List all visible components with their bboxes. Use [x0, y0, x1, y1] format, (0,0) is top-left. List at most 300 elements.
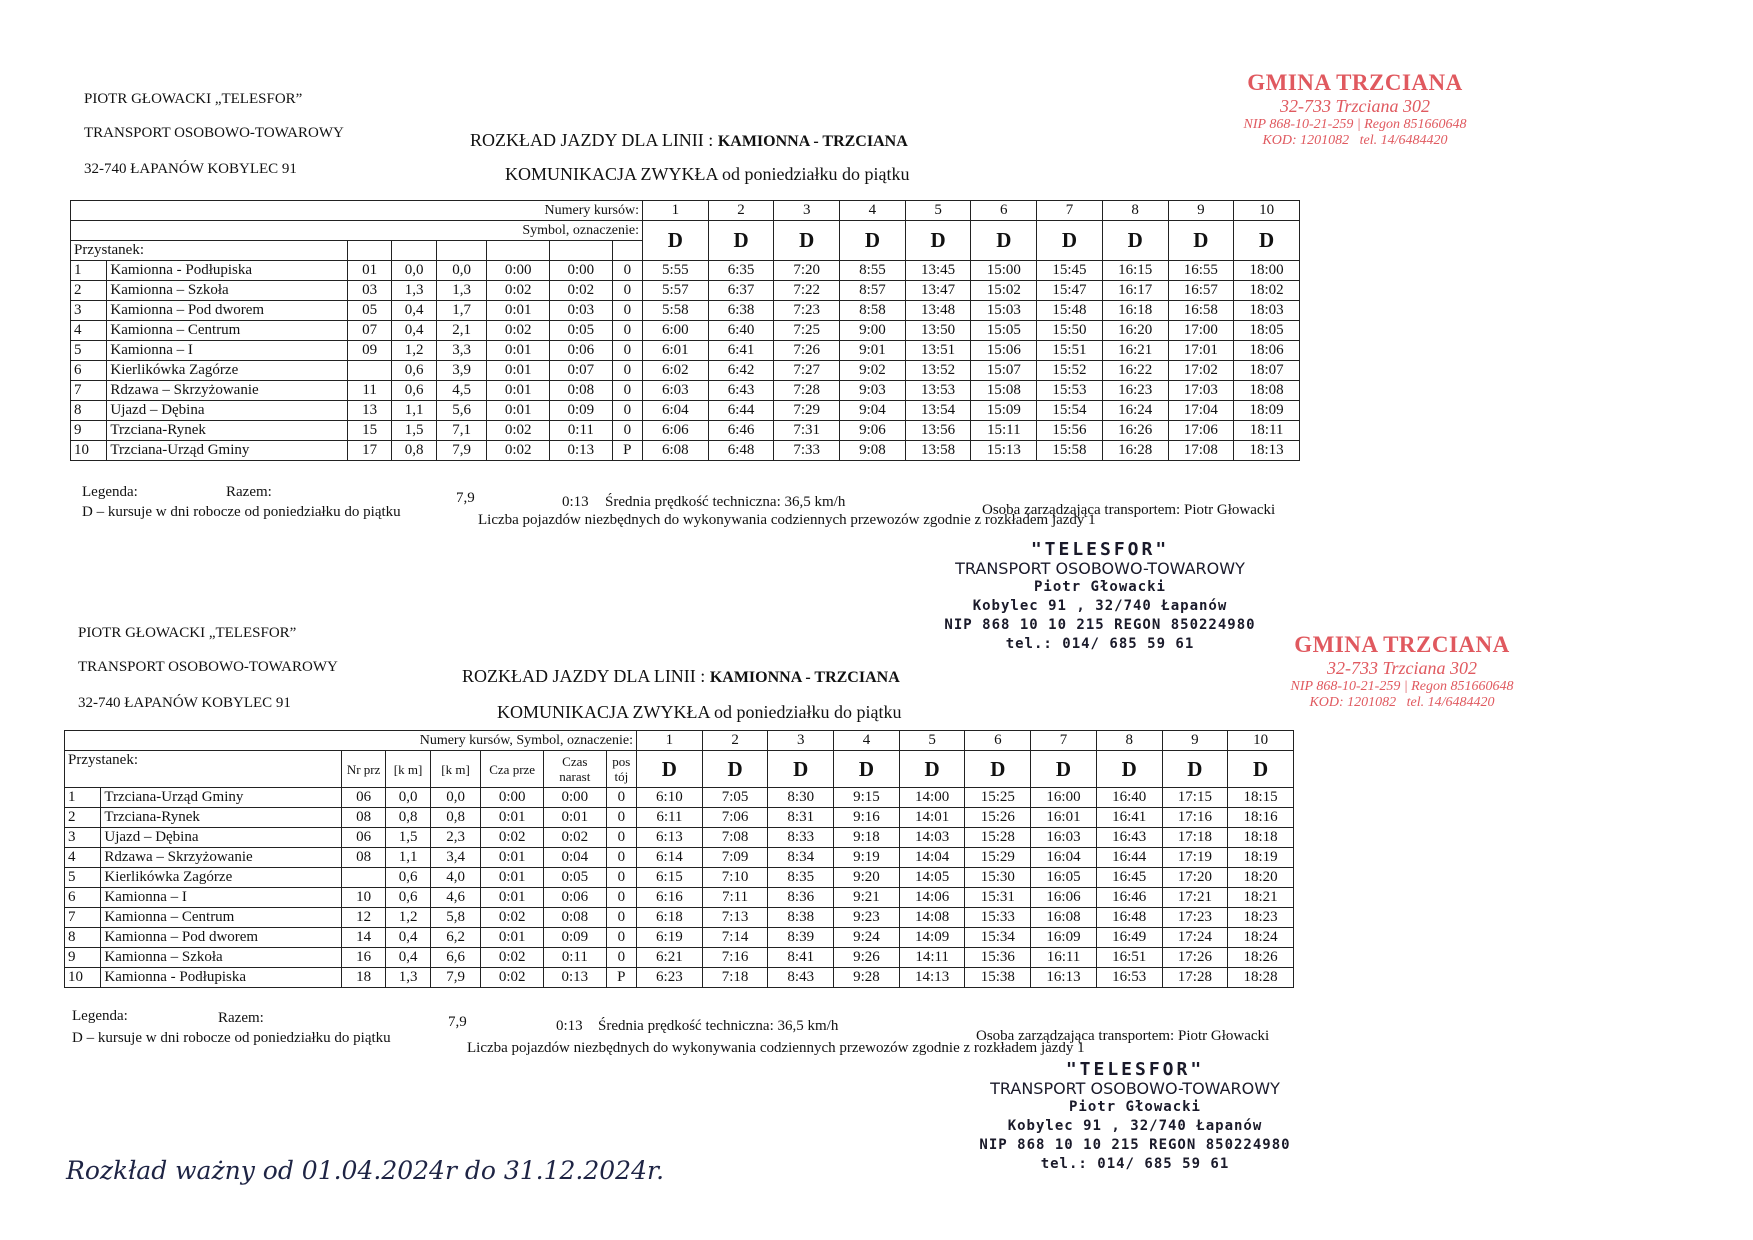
average-speed: Średnia prędkość techniczna: 36,5 km/h: [605, 494, 846, 510]
cumulative-km: 6,2: [430, 928, 481, 948]
table-row: [65, 948, 1294, 968]
distance-km: 1,5: [392, 421, 436, 441]
stop-code: 13: [347, 401, 391, 421]
stop-type: P: [612, 441, 642, 461]
departure-time: 17:24: [1162, 928, 1228, 948]
departure-time: 8:57: [840, 281, 906, 301]
cumulative-km: 2,3: [430, 828, 481, 848]
departure-time: 16:45: [1096, 868, 1162, 888]
departure-time: 16:53: [1096, 968, 1162, 988]
departure-time: 13:50: [905, 321, 971, 341]
course-number: 10: [1234, 201, 1300, 221]
departure-time: 17:01: [1168, 341, 1234, 361]
departure-time: 5:55: [643, 261, 709, 281]
departure-time: 15:03: [971, 301, 1037, 321]
distance-km: 1,2: [392, 341, 436, 361]
stop-name: Trzciana-Urząd Gminy: [101, 788, 342, 808]
total-km: 7,9: [448, 1014, 467, 1030]
departure-time: 15:33: [965, 908, 1031, 928]
course-symbol: D: [1162, 751, 1228, 788]
table-row: [71, 361, 1300, 381]
distance-km: 0,6: [386, 888, 430, 908]
average-speed: Średnia prędkość techniczna: 36,5 km/h: [598, 1018, 839, 1034]
departure-time: 9:28: [834, 968, 900, 988]
table-row: [71, 261, 1300, 281]
cumulative-time: 0:05: [550, 321, 613, 341]
travel-time: 0:01: [487, 341, 550, 361]
stop-name: Kierlikówka Zagórze: [101, 868, 342, 888]
stop-code: 10: [341, 888, 385, 908]
departure-time: 18:07: [1234, 361, 1300, 381]
stop-number: 6: [71, 361, 107, 381]
departure-time: 18:13: [1234, 441, 1300, 461]
cumulative-time: 0:06: [550, 341, 613, 361]
course-number: 5: [899, 731, 965, 751]
company-type: TRANSPORT OSOBOWO-TOWAROWY: [84, 125, 344, 141]
cumulative-km: 0,0: [436, 261, 487, 281]
departure-time: 18:09: [1234, 401, 1300, 421]
departure-time: 7:28: [774, 381, 840, 401]
stamp-line-2: TRANSPORT OSOBOWO-TOWAROWY: [990, 1079, 1280, 1098]
departure-time: 18:03: [1234, 301, 1300, 321]
course-symbol: D: [708, 221, 774, 261]
departure-time: 15:30: [965, 868, 1031, 888]
travel-time: 0:01: [487, 401, 550, 421]
course-number: 1: [643, 201, 709, 221]
departure-time: 18:08: [1234, 381, 1300, 401]
travel-time: 0:00: [481, 788, 544, 808]
departure-time: 7:09: [702, 848, 768, 868]
departure-time: 9:00: [840, 321, 906, 341]
distance-km: 0,0: [392, 261, 436, 281]
cumulative-km: 1,7: [436, 301, 487, 321]
course-symbol: D: [1037, 221, 1103, 261]
departure-time: 17:03: [1168, 381, 1234, 401]
departure-time: 9:06: [840, 421, 906, 441]
stop-number: 8: [71, 401, 107, 421]
gmina-kod: KOD: 1201082: [1262, 133, 1350, 148]
departure-time: 7:08: [702, 828, 768, 848]
departure-time: 16:46: [1096, 888, 1162, 908]
gmina-stamp: [1262, 632, 1542, 711]
stop-number: 9: [71, 421, 107, 441]
departure-time: 7:22: [774, 281, 840, 301]
departure-time: 17:02: [1168, 361, 1234, 381]
company-name: PIOTR GŁOWACKI „TELESFOR”: [78, 625, 297, 641]
travel-time: 0:01: [481, 868, 544, 888]
departure-time: 8:34: [768, 848, 834, 868]
cumulative-time: 0:09: [550, 401, 613, 421]
departure-time: 17:21: [1162, 888, 1228, 908]
departure-time: 8:38: [768, 908, 834, 928]
stop-number: 1: [65, 788, 101, 808]
departure-time: 7:31: [774, 421, 840, 441]
cumulative-km: 0,8: [430, 808, 481, 828]
stop-code: 06: [341, 828, 385, 848]
cumulative-km: 3,4: [430, 848, 481, 868]
cumulative-km: 6,6: [430, 948, 481, 968]
departure-time: 9:08: [840, 441, 906, 461]
header-row-symbol: [71, 221, 1300, 241]
departure-time: 15:07: [971, 361, 1037, 381]
transport-manager: Osoba zarządzająca transportem: Piotr Głowacki: [976, 1028, 1270, 1044]
cumulative-km: 5,6: [436, 401, 487, 421]
departure-time: 18:02: [1234, 281, 1300, 301]
departure-time: 6:38: [708, 301, 774, 321]
departure-time: 8:55: [840, 261, 906, 281]
departure-time: 15:29: [965, 848, 1031, 868]
course-symbol: D: [774, 221, 840, 261]
departure-time: 16:40: [1096, 788, 1162, 808]
cumulative-km: 5,8: [430, 908, 481, 928]
departure-time: 9:24: [834, 928, 900, 948]
vehicles-count: Liczba pojazdów niezbędnych do wykonywania codziennych przewozów zgodnie z rozkładem jazdy 1: [478, 512, 1096, 528]
travel-time: 0:02: [481, 828, 544, 848]
stop-code: 17: [347, 441, 391, 461]
stop-type: 0: [612, 261, 642, 281]
departure-time: 16:05: [1031, 868, 1097, 888]
course-symbol: D: [643, 221, 709, 261]
course-number: 6: [965, 731, 1031, 751]
stamp-line-5: NIP 868 10 10 215 REGON 850224980: [979, 1137, 1291, 1153]
stop-type: 0: [612, 341, 642, 361]
departure-time: 16:00: [1031, 788, 1097, 808]
departure-time: 16:48: [1096, 908, 1162, 928]
cumulative-time: 0:09: [543, 928, 606, 948]
table-row: [71, 401, 1300, 421]
line-name: KAMIONNA - TRZCIANA: [709, 669, 900, 686]
departure-time: 16:15: [1102, 261, 1168, 281]
departure-time: 15:38: [965, 968, 1031, 988]
departure-time: 15:02: [971, 281, 1037, 301]
departure-time: 16:43: [1096, 828, 1162, 848]
course-numbers-label: Numery kursów:: [71, 201, 643, 221]
column-label: Cza prze: [481, 751, 544, 788]
departure-time: 17:08: [1168, 441, 1234, 461]
travel-time: 0:02: [487, 421, 550, 441]
departure-time: 18:06: [1234, 341, 1300, 361]
departure-time: 16:55: [1168, 261, 1234, 281]
stop-code: 18: [341, 968, 385, 988]
departure-time: 16:24: [1102, 401, 1168, 421]
cumulative-time: 0:08: [543, 908, 606, 928]
departure-time: 15:28: [965, 828, 1031, 848]
departure-time: 18:21: [1228, 888, 1294, 908]
departure-time: 5:58: [643, 301, 709, 321]
departure-time: 7:26: [774, 341, 840, 361]
departure-time: 9:15: [834, 788, 900, 808]
departure-time: 18:11: [1234, 421, 1300, 441]
travel-time: 0:01: [481, 888, 544, 908]
departure-time: 17:15: [1162, 788, 1228, 808]
stop-number: 7: [71, 381, 107, 401]
departure-time: 8:58: [840, 301, 906, 321]
departure-time: 16:11: [1031, 948, 1097, 968]
legend-d: D – kursuje w dni robocze od poniedziałku do piątku: [72, 1030, 391, 1046]
departure-time: 15:45: [1037, 261, 1103, 281]
course-number: 1: [637, 731, 703, 751]
travel-time: 0:01: [487, 301, 550, 321]
departure-time: 13:54: [905, 401, 971, 421]
departure-time: 18:19: [1228, 848, 1294, 868]
departure-time: 17:00: [1168, 321, 1234, 341]
stop-type: 0: [606, 888, 636, 908]
departure-time: 14:13: [899, 968, 965, 988]
table-row: [65, 828, 1294, 848]
departure-time: 9:26: [834, 948, 900, 968]
stop-number: 5: [65, 868, 101, 888]
column-label: [k m]: [430, 751, 481, 788]
cumulative-time: 0:00: [550, 261, 613, 281]
departure-time: 13:53: [905, 381, 971, 401]
departure-time: 16:51: [1096, 948, 1162, 968]
course-symbol: D: [1228, 751, 1294, 788]
gmina-address: 32-733 Trzciana 302: [1279, 96, 1430, 116]
departure-time: 16:03: [1031, 828, 1097, 848]
distance-km: 0,0: [386, 788, 430, 808]
cumulative-time: 0:11: [550, 421, 613, 441]
stop-type: 0: [612, 381, 642, 401]
gmina-tel: tel. 14/6484420: [1359, 133, 1448, 148]
departure-time: 7:20: [774, 261, 840, 281]
cumulative-time: 0:02: [550, 281, 613, 301]
distance-km: 1,5: [386, 828, 430, 848]
stops-label: Przystanek:: [65, 751, 342, 788]
departure-time: 18:23: [1228, 908, 1294, 928]
course-symbol: D: [702, 751, 768, 788]
stamp-line-3: Piotr Głowacki: [1033, 579, 1166, 595]
departure-time: 14:09: [899, 928, 965, 948]
legend-d: D – kursuje w dni robocze od poniedziałku do piątku: [82, 504, 401, 520]
departure-time: 16:08: [1031, 908, 1097, 928]
table-row: [71, 301, 1300, 321]
stop-name: Kamionna – Pod dworem: [107, 301, 348, 321]
total-label: Razem:: [226, 484, 272, 500]
table-row: [71, 281, 1300, 301]
departure-time: 6:41: [708, 341, 774, 361]
course-number: 6: [971, 201, 1037, 221]
stamp-line-4: Kobylec 91 , 32/740 Łapanów: [972, 598, 1228, 614]
departure-time: 9:20: [834, 868, 900, 888]
stop-type: 0: [606, 828, 636, 848]
departure-time: 16:28: [1102, 441, 1168, 461]
departure-time: 17:20: [1162, 868, 1228, 888]
stop-type: 0: [612, 401, 642, 421]
cumulative-time: 0:04: [543, 848, 606, 868]
departure-time: 15:25: [965, 788, 1031, 808]
departure-time: 16:21: [1102, 341, 1168, 361]
table-row: [71, 321, 1300, 341]
cumulative-time: 0:01: [543, 808, 606, 828]
course-number: 8: [1102, 201, 1168, 221]
departure-time: 7:25: [774, 321, 840, 341]
stamp-line-6: tel.: 014/ 685 59 61: [1040, 1156, 1230, 1172]
departure-time: 16:06: [1031, 888, 1097, 908]
stop-code: 08: [341, 808, 385, 828]
course-number: 9: [1162, 731, 1228, 751]
table-row: [71, 421, 1300, 441]
departure-time: 9:19: [834, 848, 900, 868]
cumulative-km: 7,1: [436, 421, 487, 441]
gmina-stamp: [1215, 70, 1495, 149]
stop-code: 07: [347, 321, 391, 341]
course-number: 9: [1168, 201, 1234, 221]
departure-time: 17:18: [1162, 828, 1228, 848]
stop-code: [341, 868, 385, 888]
cumulative-time: 0:11: [543, 948, 606, 968]
departure-time: 13:52: [905, 361, 971, 381]
legend-label: Legenda:: [72, 1008, 128, 1024]
departure-time: 15:51: [1037, 341, 1103, 361]
header-row-stops: [65, 751, 1294, 788]
stop-number: 3: [71, 301, 107, 321]
company-type: TRANSPORT OSOBOWO-TOWAROWY: [78, 659, 338, 675]
cumulative-time: 0:13: [543, 968, 606, 988]
departure-time: 15:52: [1037, 361, 1103, 381]
travel-time: 0:02: [487, 441, 550, 461]
travel-time: 0:00: [487, 261, 550, 281]
departure-time: 6:02: [643, 361, 709, 381]
departure-time: 15:11: [971, 421, 1037, 441]
header-row-courses: [65, 731, 1294, 751]
course-number: 7: [1037, 201, 1103, 221]
stops-label: Przystanek:: [71, 241, 348, 261]
stop-type: 0: [606, 848, 636, 868]
departure-time: 15:13: [971, 441, 1037, 461]
cumulative-km: 4,0: [430, 868, 481, 888]
schedule-subtitle: KOMUNIKACJA ZWYKŁA od poniedziałku do piątku: [505, 164, 910, 184]
cumulative-km: 7,9: [436, 441, 487, 461]
departure-time: 6:19: [637, 928, 703, 948]
course-numbers-label: Numery kursów, Symbol, oznaczenie:: [65, 731, 637, 751]
schedule-title: [470, 130, 908, 151]
stop-number: 6: [65, 888, 101, 908]
course-symbol: D: [768, 751, 834, 788]
total-km: 7,9: [456, 490, 475, 506]
column-label: [392, 241, 436, 261]
departure-time: 6:44: [708, 401, 774, 421]
column-label: [612, 241, 642, 261]
departure-time: 7:33: [774, 441, 840, 461]
stop-name: Kamionna - Podłupiska: [107, 261, 348, 281]
stop-name: Trzciana-Rynek: [101, 808, 342, 828]
cumulative-time: 0:13: [550, 441, 613, 461]
departure-time: 14:05: [899, 868, 965, 888]
departure-time: 6:11: [637, 808, 703, 828]
stop-code: 15: [347, 421, 391, 441]
departure-time: 8:30: [768, 788, 834, 808]
distance-km: 1,1: [392, 401, 436, 421]
cumulative-km: 3,9: [436, 361, 487, 381]
course-symbol: D: [840, 221, 906, 261]
departure-time: 16:13: [1031, 968, 1097, 988]
departure-time: 17:06: [1168, 421, 1234, 441]
departure-time: 9:21: [834, 888, 900, 908]
departure-time: 7:23: [774, 301, 840, 321]
stop-name: Kamionna – Centrum: [107, 321, 348, 341]
stop-name: Kamionna – I: [107, 341, 348, 361]
cumulative-time: 0:05: [543, 868, 606, 888]
distance-km: 0,6: [392, 381, 436, 401]
departure-time: 13:47: [905, 281, 971, 301]
stamp-line-4: Kobylec 91 , 32/740 Łapanów: [1007, 1118, 1263, 1134]
departure-time: 7:05: [702, 788, 768, 808]
stamp-line-1: "TELESFOR": [1030, 539, 1170, 560]
travel-time: 0:01: [481, 808, 544, 828]
departure-time: 15:58: [1037, 441, 1103, 461]
departure-time: 18:00: [1234, 261, 1300, 281]
departure-time: 15:56: [1037, 421, 1103, 441]
distance-km: 0,4: [386, 928, 430, 948]
cumulative-time: 0:07: [550, 361, 613, 381]
stop-code: 16: [341, 948, 385, 968]
stop-type: 0: [606, 868, 636, 888]
table-row: [65, 908, 1294, 928]
cumulative-km: 4,5: [436, 381, 487, 401]
stop-name: Kamionna – I: [101, 888, 342, 908]
company-stamp: [930, 540, 1270, 654]
departure-time: 18:20: [1228, 868, 1294, 888]
cumulative-km: 3,3: [436, 341, 487, 361]
departure-time: 15:31: [965, 888, 1031, 908]
departure-time: 15:53: [1037, 381, 1103, 401]
column-label: [487, 241, 550, 261]
course-symbol: D: [1168, 221, 1234, 261]
departure-time: 18:26: [1228, 948, 1294, 968]
departure-time: 15:50: [1037, 321, 1103, 341]
travel-time: 0:02: [481, 948, 544, 968]
departure-time: 7:18: [702, 968, 768, 988]
departure-time: 6:16: [637, 888, 703, 908]
stop-type: 0: [606, 808, 636, 828]
course-number: 4: [834, 731, 900, 751]
departure-time: 8:43: [768, 968, 834, 988]
gmina-name: GMINA TRZCIANA: [1294, 632, 1510, 657]
departure-time: 16:04: [1031, 848, 1097, 868]
cumulative-km: 0,0: [430, 788, 481, 808]
departure-time: 15:34: [965, 928, 1031, 948]
course-symbol: D: [637, 751, 703, 788]
departure-time: 17:19: [1162, 848, 1228, 868]
departure-time: 5:57: [643, 281, 709, 301]
stop-number: 8: [65, 928, 101, 948]
departure-time: 6:04: [643, 401, 709, 421]
departure-time: 6:13: [637, 828, 703, 848]
cumulative-km: 4,6: [430, 888, 481, 908]
departure-time: 9:16: [834, 808, 900, 828]
departure-time: 17:28: [1162, 968, 1228, 988]
departure-time: 6:18: [637, 908, 703, 928]
travel-time: 0:02: [481, 968, 544, 988]
title-prefix: ROZKŁAD JAZDY DLA LINII :: [462, 666, 710, 686]
table-row: [65, 928, 1294, 948]
distance-km: 0,8: [392, 441, 436, 461]
table-row: [71, 381, 1300, 401]
departure-time: 15:48: [1037, 301, 1103, 321]
stop-code: 11: [347, 381, 391, 401]
company-name: PIOTR GŁOWACKI „TELESFOR”: [84, 91, 303, 107]
departure-time: 7:29: [774, 401, 840, 421]
stop-number: 1: [71, 261, 107, 281]
departure-time: 9:18: [834, 828, 900, 848]
title-prefix: ROZKŁAD JAZDY DLA LINII :: [470, 130, 718, 150]
departure-time: 9:23: [834, 908, 900, 928]
departure-time: 15:36: [965, 948, 1031, 968]
course-number: 4: [840, 201, 906, 221]
gmina-name: GMINA TRZCIANA: [1247, 70, 1463, 95]
stop-type: 0: [612, 361, 642, 381]
table-row: [65, 968, 1294, 988]
